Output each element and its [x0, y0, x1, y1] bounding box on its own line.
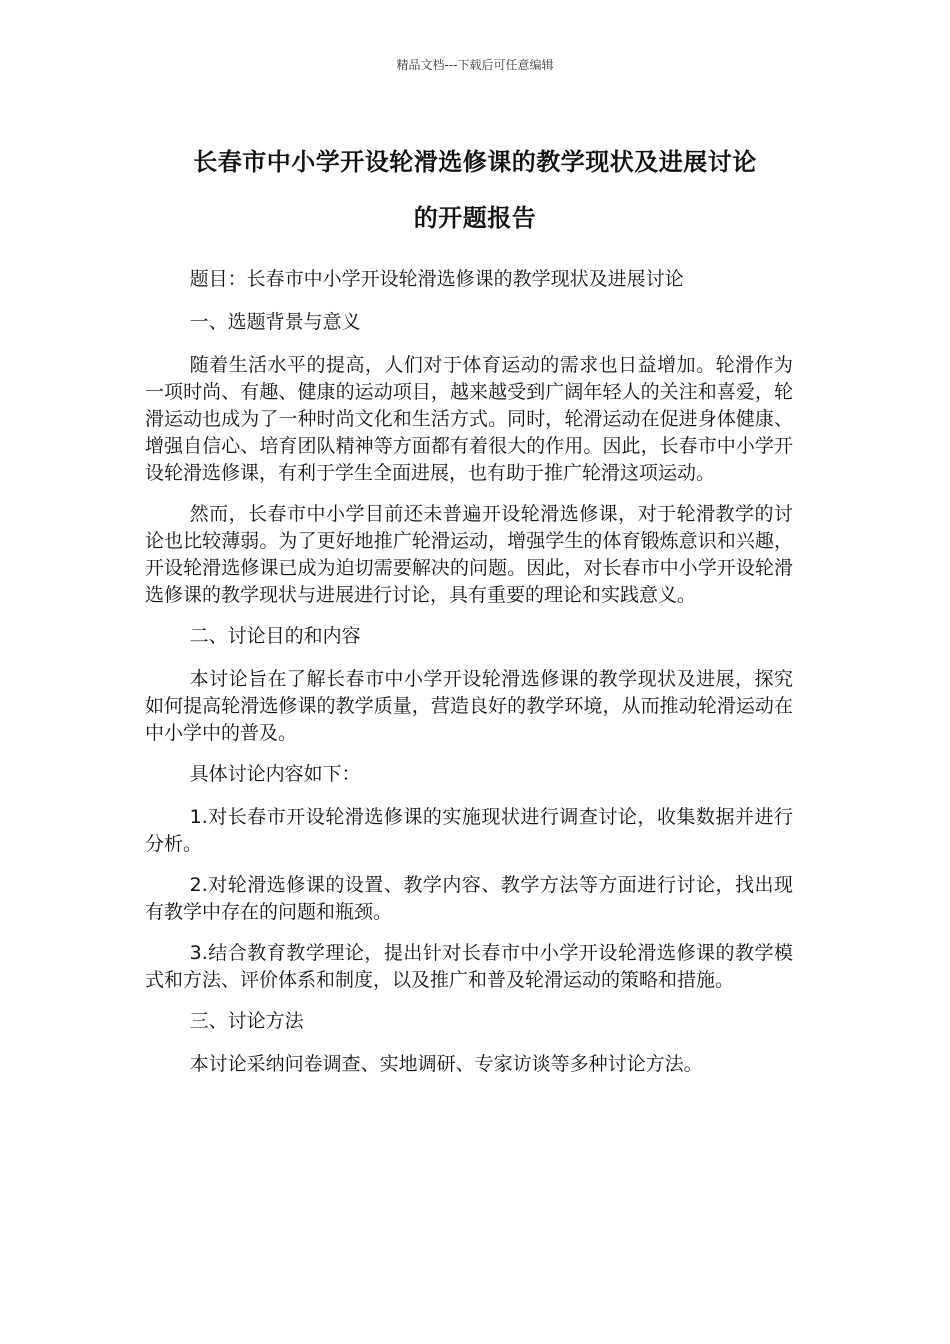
paragraph-method-1: 本讨论采纳问卷调查、实地调研、专家访谈等多种讨论方法。 [189, 1053, 703, 1075]
section-heading-method: 三、讨论方法 [189, 1010, 304, 1032]
title-line-1: 长春市中小学开设轮滑选修课的教学现状及进展讨论 [193, 148, 757, 176]
section-heading-purpose: 二、讨论目的和内容 [189, 625, 361, 647]
paragraph-background-2: 然而，长春市中小学目前还未普遍开设轮滑选修课，对于轮滑教学的讨论也比较薄弱。为了更好地推广轮滑运动，增强学生的体育锻炼意识和兴趣，开设轮滑选修课已成为迫切需要解决的问题。因此，对长春市中小学开设轮滑选修课的教学现状与进展进行讨论，具有重要的理论和实践意义。 [145, 503, 793, 606]
paragraph-purpose-1: 本讨论旨在了解长春市中小学开设轮滑选修课的教学现状及进展，探究如何提高轮滑选修课的教学质量，营造良好的教学环境，从而推动轮滑运动在中小学中的普及。 [145, 668, 793, 744]
page-header-note: 精品文档---下载后可任意编辑 [396, 58, 554, 72]
paragraph-background-1: 随着生活水平的提高，人们对于体育运动的需求也日益增加。轮滑作为一项时尚、有趣、健康的运动项目，越来越受到广阔年轻人的关注和喜爱，轮滑运动也成为了一种时尚文化和生活方式。同时，轮滑运动在促进身体健康、增强自信心、培育团队精神等方面都有着很大的作用。因此，长春市中小学开设轮滑选修课，有利于学生全面进展，也有助于推广轮滑这项运动。 [145, 354, 793, 484]
list-item-2: 2.对轮滑选修课的设置、教学内容、教学方法等方面进行讨论，找出现有教学中存在的问题和瓶颈。 [145, 874, 793, 923]
list-item-3: 3.结合教育教学理论，提出针对长春市中小学开设轮滑选修课的教学模式和方法、评价体系和制度，以及推广和普及轮滑运动的策略和措施。 [145, 942, 793, 991]
document-title [120, 134, 830, 246]
paragraph-purpose-2: 具体讨论内容如下： [189, 763, 361, 785]
title-line-2: 的开题报告 [413, 204, 537, 232]
list-item-1: 1.对长春市开设轮滑选修课的实施现状进行调查讨论，收集数据并进行分析。 [145, 806, 793, 855]
document-body [145, 266, 793, 1092]
section-heading-background: 一、选题背景与意义 [189, 311, 361, 333]
topic-line: 题目：长春市中小学开设轮滑选修课的教学现状及进展讨论 [189, 268, 684, 290]
